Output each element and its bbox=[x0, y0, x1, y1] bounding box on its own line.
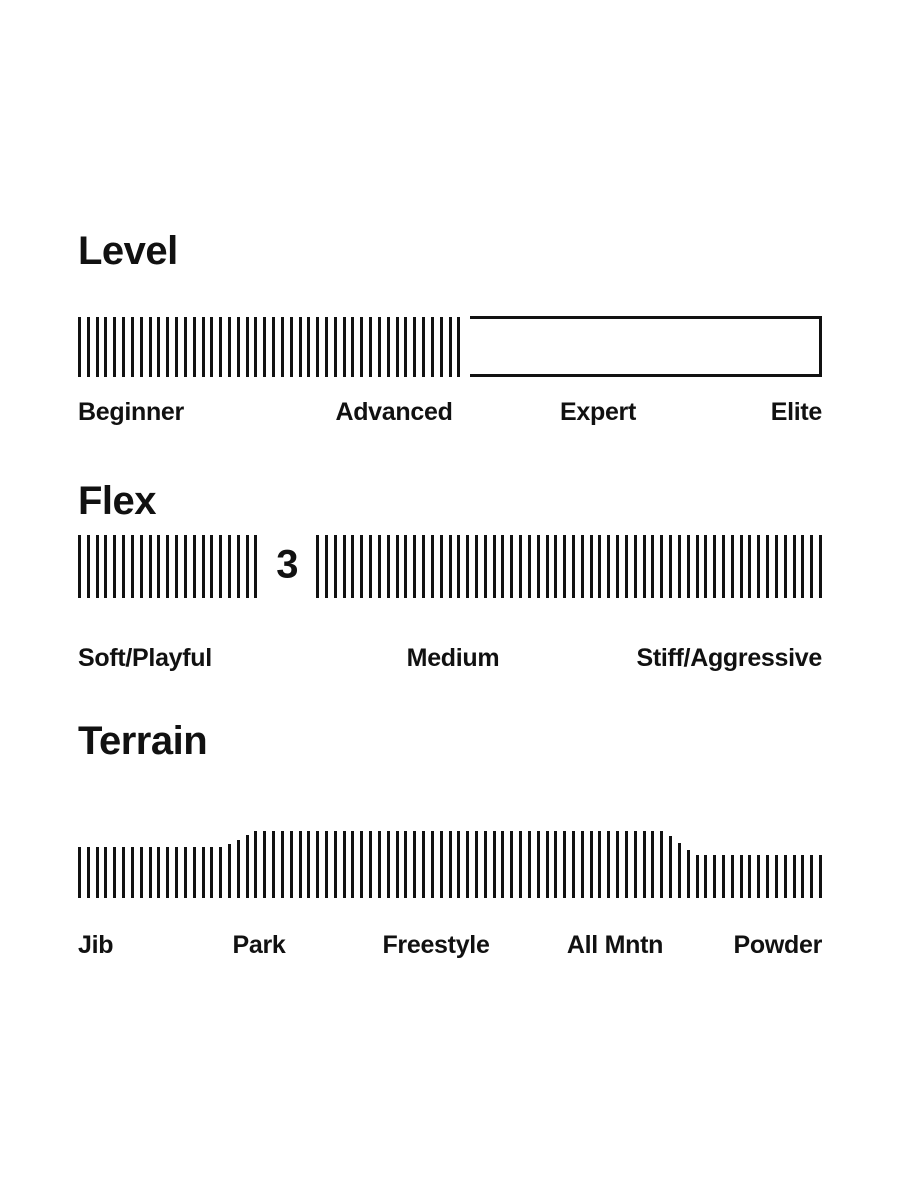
tick-mark bbox=[228, 535, 231, 598]
tick-mark bbox=[378, 317, 381, 377]
tick-mark bbox=[263, 831, 266, 898]
tick-mark bbox=[546, 831, 549, 898]
tick-mark bbox=[572, 831, 575, 898]
tick-mark bbox=[440, 831, 443, 898]
tick-mark bbox=[113, 535, 116, 598]
tick-mark bbox=[140, 317, 143, 377]
tick-mark bbox=[501, 831, 504, 898]
tick-mark bbox=[193, 317, 196, 377]
tick-mark bbox=[687, 850, 690, 898]
tick-mark bbox=[254, 535, 257, 598]
tick-mark bbox=[378, 535, 381, 598]
tick-mark bbox=[510, 535, 513, 598]
tick-mark bbox=[740, 855, 743, 898]
tick-mark bbox=[519, 831, 522, 898]
tick-mark bbox=[422, 535, 425, 598]
tick-mark bbox=[96, 535, 99, 598]
tick-mark bbox=[254, 831, 257, 898]
tick-mark bbox=[246, 535, 249, 598]
tick-mark bbox=[493, 831, 496, 898]
tick-mark bbox=[246, 317, 249, 377]
tick-mark bbox=[96, 317, 99, 377]
tick-mark bbox=[554, 535, 557, 598]
tick-mark bbox=[122, 535, 125, 598]
tick-mark bbox=[651, 831, 654, 898]
tick-mark bbox=[396, 317, 399, 377]
tick-mark bbox=[369, 317, 372, 377]
tick-mark bbox=[87, 535, 90, 598]
scale-label-all-mntn: All Mntn bbox=[566, 931, 664, 959]
tick-mark bbox=[581, 831, 584, 898]
tick-mark bbox=[325, 317, 328, 377]
tick-mark bbox=[713, 535, 716, 598]
tick-mark bbox=[493, 535, 496, 598]
tick-mark bbox=[387, 317, 390, 377]
tick-mark bbox=[660, 831, 663, 898]
tick-mark bbox=[810, 535, 813, 598]
tick-mark bbox=[793, 855, 796, 898]
tick-mark bbox=[281, 831, 284, 898]
tick-mark bbox=[193, 847, 196, 898]
tick-mark bbox=[122, 317, 125, 377]
tick-mark bbox=[766, 535, 769, 598]
tick-mark bbox=[210, 535, 213, 598]
tick-mark bbox=[149, 317, 152, 377]
tick-mark bbox=[237, 535, 240, 598]
flex-value: 3 bbox=[276, 542, 298, 587]
tick-mark bbox=[149, 535, 152, 598]
tick-mark bbox=[104, 847, 107, 898]
tick-mark bbox=[175, 317, 178, 377]
tick-mark bbox=[757, 855, 760, 898]
tick-mark bbox=[643, 831, 646, 898]
level-meter bbox=[78, 317, 822, 377]
tick-mark bbox=[528, 535, 531, 598]
tick-mark bbox=[669, 535, 672, 598]
tick-mark bbox=[78, 847, 81, 898]
tick-mark bbox=[140, 535, 143, 598]
tick-mark bbox=[351, 317, 354, 377]
tick-mark bbox=[537, 535, 540, 598]
scale-label-beginner: Beginner bbox=[78, 398, 184, 426]
tick-mark bbox=[687, 535, 690, 598]
tick-mark bbox=[175, 535, 178, 598]
tick-mark bbox=[78, 535, 81, 598]
tick-mark bbox=[404, 317, 407, 377]
terrain-meter bbox=[78, 831, 822, 898]
tick-mark bbox=[484, 831, 487, 898]
tick-mark bbox=[440, 535, 443, 598]
tick-mark bbox=[263, 317, 266, 377]
tick-mark bbox=[307, 831, 310, 898]
tick-mark bbox=[228, 317, 231, 377]
scale-label-medium: Medium bbox=[406, 644, 500, 672]
tick-mark bbox=[563, 831, 566, 898]
tick-mark bbox=[228, 844, 231, 898]
tick-mark bbox=[678, 843, 681, 898]
flex-section-title: Flex bbox=[78, 479, 157, 523]
tick-mark bbox=[254, 317, 257, 377]
tick-mark bbox=[528, 831, 531, 898]
tick-mark bbox=[748, 535, 751, 598]
tick-mark bbox=[466, 535, 469, 598]
tick-mark bbox=[343, 535, 346, 598]
tick-mark bbox=[449, 831, 452, 898]
tick-mark bbox=[404, 831, 407, 898]
tick-mark bbox=[131, 317, 134, 377]
tick-mark bbox=[149, 847, 152, 898]
terrain-section-title: Terrain bbox=[78, 719, 208, 763]
tick-mark bbox=[616, 831, 619, 898]
terrain-scale-labels bbox=[78, 930, 822, 962]
tick-mark bbox=[784, 535, 787, 598]
tick-mark bbox=[219, 317, 222, 377]
tick-mark bbox=[457, 317, 460, 377]
tick-mark bbox=[219, 847, 222, 898]
tick-mark bbox=[457, 535, 460, 598]
tick-mark bbox=[731, 855, 734, 898]
level-section-title: Level bbox=[78, 229, 178, 273]
tick-mark bbox=[449, 317, 452, 377]
tick-mark bbox=[307, 317, 310, 377]
tick-mark bbox=[175, 847, 178, 898]
tick-mark bbox=[113, 317, 116, 377]
tick-mark bbox=[184, 317, 187, 377]
tick-mark bbox=[422, 317, 425, 377]
tick-mark bbox=[722, 855, 725, 898]
tick-mark bbox=[290, 831, 293, 898]
tick-mark bbox=[299, 317, 302, 377]
tick-mark bbox=[643, 535, 646, 598]
tick-mark bbox=[396, 831, 399, 898]
tick-mark bbox=[801, 535, 804, 598]
flex-scale-labels bbox=[78, 643, 822, 675]
tick-mark bbox=[651, 535, 654, 598]
tick-mark bbox=[369, 535, 372, 598]
tick-mark bbox=[810, 855, 813, 898]
tick-mark bbox=[713, 855, 716, 898]
tick-mark bbox=[281, 317, 284, 377]
tick-mark bbox=[131, 535, 134, 598]
tick-mark bbox=[237, 840, 240, 898]
tick-mark bbox=[360, 831, 363, 898]
tick-mark bbox=[202, 847, 205, 898]
tick-mark bbox=[554, 831, 557, 898]
tick-mark bbox=[325, 535, 328, 598]
tick-mark bbox=[351, 535, 354, 598]
tick-mark bbox=[299, 831, 302, 898]
scale-label-advanced: Advanced bbox=[335, 398, 453, 426]
tick-mark bbox=[484, 535, 487, 598]
tick-mark bbox=[607, 535, 610, 598]
tick-mark bbox=[704, 855, 707, 898]
tick-mark bbox=[202, 535, 205, 598]
tick-mark bbox=[748, 855, 751, 898]
tick-mark bbox=[669, 836, 672, 898]
tick-mark bbox=[219, 535, 222, 598]
tick-mark bbox=[404, 535, 407, 598]
tick-mark bbox=[625, 535, 628, 598]
tick-mark bbox=[660, 535, 663, 598]
tick-mark bbox=[316, 831, 319, 898]
tick-mark bbox=[634, 831, 637, 898]
tick-mark bbox=[325, 831, 328, 898]
tick-mark bbox=[722, 535, 725, 598]
tick-mark bbox=[740, 535, 743, 598]
tick-mark bbox=[246, 835, 249, 898]
tick-mark bbox=[157, 847, 160, 898]
tick-mark bbox=[334, 317, 337, 377]
tick-mark bbox=[413, 535, 416, 598]
tick-mark bbox=[501, 535, 504, 598]
tick-mark bbox=[590, 535, 593, 598]
tick-mark bbox=[581, 535, 584, 598]
tick-mark bbox=[775, 535, 778, 598]
tick-mark bbox=[598, 535, 601, 598]
scale-label-park: Park bbox=[232, 931, 286, 959]
tick-mark bbox=[519, 535, 522, 598]
tick-mark bbox=[440, 317, 443, 377]
tick-mark bbox=[360, 317, 363, 377]
tick-mark bbox=[590, 831, 593, 898]
tick-mark bbox=[122, 847, 125, 898]
tick-mark bbox=[343, 317, 346, 377]
tick-mark bbox=[563, 535, 566, 598]
tick-mark bbox=[166, 535, 169, 598]
tick-mark bbox=[413, 831, 416, 898]
tick-mark bbox=[210, 847, 213, 898]
tick-mark bbox=[449, 535, 452, 598]
tick-mark bbox=[466, 831, 469, 898]
tick-mark bbox=[422, 831, 425, 898]
tick-mark bbox=[113, 847, 116, 898]
tick-mark bbox=[431, 535, 434, 598]
flex-meter bbox=[78, 535, 822, 598]
tick-mark bbox=[572, 535, 575, 598]
tick-mark bbox=[766, 855, 769, 898]
tick-mark bbox=[396, 535, 399, 598]
tick-mark bbox=[704, 535, 707, 598]
tick-mark bbox=[696, 535, 699, 598]
tick-mark bbox=[793, 535, 796, 598]
tick-mark bbox=[272, 317, 275, 377]
tick-mark bbox=[351, 831, 354, 898]
tick-mark bbox=[387, 535, 390, 598]
scale-label-stiff-aggressive: Stiff/Aggressive bbox=[636, 644, 822, 672]
tick-mark bbox=[678, 535, 681, 598]
tick-mark bbox=[166, 317, 169, 377]
tick-mark bbox=[184, 847, 187, 898]
tick-mark bbox=[290, 317, 293, 377]
tick-mark bbox=[272, 831, 275, 898]
tick-mark bbox=[360, 535, 363, 598]
tick-mark bbox=[731, 535, 734, 598]
tick-mark bbox=[616, 535, 619, 598]
tick-mark bbox=[140, 847, 143, 898]
tick-mark bbox=[157, 317, 160, 377]
tick-mark bbox=[87, 317, 90, 377]
tick-mark bbox=[775, 855, 778, 898]
tick-mark bbox=[78, 317, 81, 377]
tick-mark bbox=[369, 831, 372, 898]
tick-mark bbox=[166, 847, 169, 898]
tick-mark bbox=[475, 831, 478, 898]
empty-range-box bbox=[470, 316, 822, 377]
tick-mark bbox=[431, 831, 434, 898]
tick-mark bbox=[696, 855, 699, 898]
scale-label-jib: Jib bbox=[78, 931, 114, 959]
scale-label-powder: Powder bbox=[733, 931, 822, 959]
tick-mark bbox=[475, 535, 478, 598]
tick-mark bbox=[413, 317, 416, 377]
tick-mark bbox=[131, 847, 134, 898]
tick-mark bbox=[157, 535, 160, 598]
tick-mark bbox=[510, 831, 513, 898]
scale-label-freestyle: Freestyle bbox=[382, 931, 490, 959]
tick-mark bbox=[193, 535, 196, 598]
tick-mark bbox=[546, 535, 549, 598]
tick-mark bbox=[334, 831, 337, 898]
tick-mark bbox=[607, 831, 610, 898]
tick-mark bbox=[104, 535, 107, 598]
tick-mark bbox=[343, 831, 346, 898]
tick-mark bbox=[819, 855, 822, 898]
tick-mark bbox=[334, 535, 337, 598]
tick-mark bbox=[598, 831, 601, 898]
tick-mark bbox=[801, 855, 804, 898]
tick-mark bbox=[537, 831, 540, 898]
scale-label-soft-playful: Soft/Playful bbox=[78, 644, 212, 672]
scale-label-elite: Elite bbox=[770, 398, 822, 426]
tick-mark bbox=[431, 317, 434, 377]
tick-mark bbox=[184, 535, 187, 598]
tick-mark bbox=[757, 535, 760, 598]
tick-mark bbox=[457, 831, 460, 898]
tick-mark bbox=[625, 831, 628, 898]
tick-mark bbox=[202, 317, 205, 377]
tick-mark bbox=[634, 535, 637, 598]
tick-mark bbox=[316, 317, 319, 377]
scale-label-expert: Expert bbox=[559, 398, 637, 426]
tick-mark bbox=[104, 317, 107, 377]
tick-mark bbox=[237, 317, 240, 377]
level-scale-labels bbox=[78, 397, 822, 429]
tick-mark bbox=[316, 535, 319, 598]
tick-mark bbox=[387, 831, 390, 898]
tick-mark bbox=[210, 317, 213, 377]
tick-mark bbox=[819, 535, 822, 598]
tick-mark bbox=[87, 847, 90, 898]
tick-mark bbox=[96, 847, 99, 898]
tick-mark bbox=[784, 855, 787, 898]
tick-mark bbox=[378, 831, 381, 898]
